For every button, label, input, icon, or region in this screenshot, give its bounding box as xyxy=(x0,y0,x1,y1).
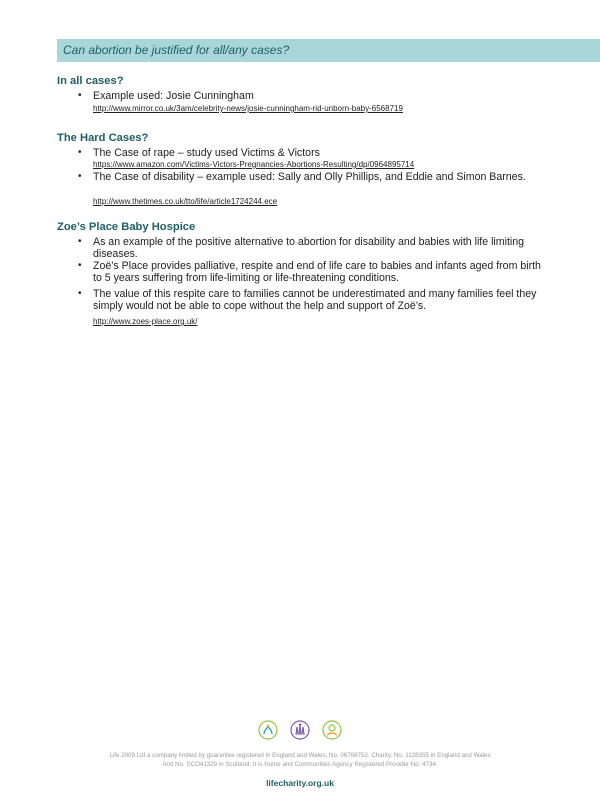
footer-icons xyxy=(256,720,346,744)
list-item-text: The Case of rape – study used Victims & Victors xyxy=(93,147,320,159)
list-item xyxy=(78,90,548,102)
footer-legal-line-1: Life 2009 Ltd a company limited by guarantee registered in England and Wales, No. 06788752. Charity. No. 1128355 in England and Wales xyxy=(109,752,491,759)
footer-website[interactable]: lifecharity.org.uk xyxy=(266,778,334,788)
bullet: • xyxy=(78,288,82,299)
source-link[interactable]: http://www.thetimes.co.uk/tto/life/article1724244.ece xyxy=(93,197,278,206)
source-link[interactable]: http://www.mirror.co.uk/3am/celebrity-news/josie-cunningham-rid-unborn-baby-6568719 xyxy=(93,104,403,113)
list-item xyxy=(78,288,548,312)
family-icon xyxy=(258,720,278,740)
footer-legal-line-2: And No. SCO41329 in Scotland. It is Home and Communities Agency Registered Provider No. 4734. xyxy=(162,761,438,768)
list-item-text: As an example of the positive alternative to abortion for disability and babies with life limiting diseases. xyxy=(93,236,525,261)
bullet: • xyxy=(78,260,82,271)
bullet: • xyxy=(78,147,82,158)
list-item xyxy=(78,171,548,183)
header-bar xyxy=(57,39,600,62)
hands-icon xyxy=(290,720,310,740)
list-item-text: Zoë’s Place provides palliative, respite and end of life care to babies and infants aged from birth to 5 years suffering from life-limiting or life-threatening conditions. xyxy=(93,260,541,285)
list-item xyxy=(78,260,548,284)
source-link[interactable]: http://www.zoes-place.org.uk/ xyxy=(93,317,198,326)
section-heading-hard-cases: The Hard Cases? xyxy=(57,132,149,144)
section-heading-in-all-cases: In all cases? xyxy=(57,75,124,87)
source-link[interactable]: https://www.amazon.com/Victims-Victors-Pregnancies-Abortions-Resulting/dp/0964895714 xyxy=(93,160,415,169)
section-heading-zoes-place: Zoe’s Place Baby Hospice xyxy=(57,221,196,233)
list-item-text: Example used: Josie Cunningham xyxy=(93,90,254,102)
baby-icon xyxy=(322,720,342,740)
list-item xyxy=(78,236,548,260)
page-title: Can abortion be justified for all/any cases? xyxy=(63,43,290,57)
bullet: • xyxy=(78,236,82,247)
list-item-text: The value of this respite care to families cannot be underestimated and many families feel they simply would not be able to cope without the help and support of Zoë’s. xyxy=(93,288,537,313)
list-item-text: The Case of disability – example used: Sally and Olly Phillips, and Eddie and Simon Barnes. xyxy=(93,171,526,183)
list-item xyxy=(78,147,548,159)
bullet: • xyxy=(78,171,82,182)
bullet: • xyxy=(78,90,82,101)
